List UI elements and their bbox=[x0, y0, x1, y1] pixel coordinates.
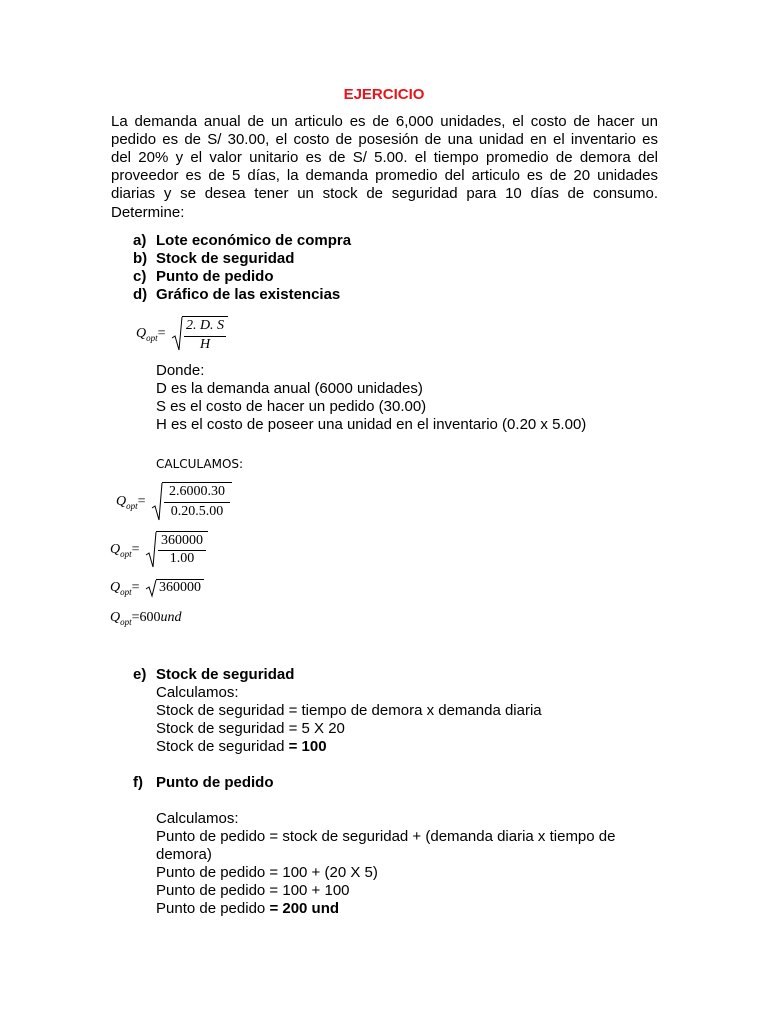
list-item-label: a) bbox=[133, 232, 147, 249]
section-label: e) bbox=[133, 666, 147, 683]
list-item-text: Lote económico de compra bbox=[156, 232, 352, 249]
list-item bbox=[133, 250, 351, 268]
definitions-title: Donde: bbox=[156, 362, 205, 379]
step3-value: 360000 bbox=[159, 580, 201, 595]
radical-sign-icon bbox=[152, 482, 162, 522]
calc-label: Calculamos: bbox=[156, 810, 239, 827]
step2-numerator: 360000 bbox=[161, 533, 203, 548]
section-title: Punto de pedido bbox=[156, 774, 274, 791]
list-item-label: c) bbox=[133, 268, 147, 285]
radical-sign-icon bbox=[146, 531, 156, 569]
definition-line: D es la demanda anual (6000 unidades) bbox=[156, 380, 423, 397]
list-item bbox=[133, 232, 351, 250]
fraction-bar bbox=[164, 502, 230, 503]
list-item bbox=[133, 268, 351, 286]
step1-numerator: 2.6000.30 bbox=[169, 484, 225, 499]
formula-numerator: 2. D. S bbox=[185, 318, 225, 333]
calc-label: Calculamos: bbox=[156, 684, 239, 701]
definition-line: H es el costo de poseer una unidad en el inventario (0.20 x 5.00) bbox=[156, 416, 587, 433]
calc-line: Punto de pedido = 100 + (20 X 5) bbox=[156, 864, 378, 881]
calc-step-4: $Q_{opt}=600und$ bbox=[110, 610, 182, 627]
step2-denominator: 1.00 bbox=[169, 551, 195, 566]
calc-line: Punto de pedido = 200 und bbox=[156, 900, 340, 917]
statement-line: del 20% y el valor unitario es de S/ 5.00. el tiempo promedio de demora del bbox=[111, 149, 658, 166]
statement-line: pedido es de S/ 30.00, el costo de posesión de una unidad en el inventario es bbox=[111, 131, 658, 148]
list-item-text: Gráfico de las existencias bbox=[156, 286, 341, 303]
section-stock-seguridad bbox=[133, 666, 542, 756]
formula-equals: = bbox=[157, 326, 166, 341]
calc-line: Stock de seguridad = 5 X 20 bbox=[156, 720, 345, 737]
definition-line: S es el costo de hacer un pedido (30.00) bbox=[156, 398, 427, 415]
formula-q: Q bbox=[136, 326, 147, 341]
calc-line: Stock de seguridad = tiempo de demora x demanda diaria bbox=[156, 702, 542, 719]
formula-subscript: opt bbox=[146, 333, 158, 343]
calc-line: Punto de pedido = stock de seguridad + (demanda diaria x tiempo de bbox=[156, 828, 616, 845]
statement-determine: Determine: bbox=[111, 204, 185, 221]
calc-line: demora) bbox=[156, 846, 212, 863]
step1-denominator: 0.20.5.00 bbox=[170, 504, 224, 519]
result-unit: und bbox=[160, 610, 182, 625]
radical-bar bbox=[182, 316, 228, 317]
document-page: EJERCICIO La demanda anual de un articulo es de 6,000 unidades, el costo de hacer un pedido es de S/ 30.00, el costo de posesión de una unidad en el inventario es del 20% y el valor unitario es de S/ 5.00. el tiempo promedio de demora del proveedor es de 5 días, la demanda promedio del articulo es de 20 unidades diarias y se desea tener un stock de seguridad para 10 días de consumo. Determine: a) Lote económico de compra b) Stock de seguridad c) Punto de pedido d) Gráfico de las existencias $Q_{opt}=$ 2. D. S H Donde: D es la demanda anual (6000 unidades) S es el costo de hacer un pedido (30.00) H es el costo de poseer una unidad en el inventario (0.20 x 5.00) CALCULAMOS: $Q_{opt}=$ 2.6000.30 0.20.5.00 $Q_{opt}=$ 360000 1.00 $Q_{opt}=$ 360000 $Q_{opt}=600und$ e) Stock de seguridad Calculamos: Stock de seguridad = tiempo de demora x demanda diaria Stock de seguridad = 5 X 20 Stock de seguridad = 100 f) Punto de pedido Calculamos: Punto de pedido = stock de seguridad + (demanda diaria x tiempo de demora) Punto de pedido = 100 + (20 X 5) Punto de pedido = 100 + 100 Punto de pedido = 200 und bbox=[0, 0, 768, 1024]
list-item-text: Punto de pedido bbox=[156, 268, 274, 285]
page-title: EJERCICIO bbox=[343, 86, 425, 103]
radical-bar bbox=[162, 482, 232, 483]
section-title: Stock de seguridad bbox=[156, 666, 295, 683]
calc-line: Punto de pedido = 100 + 100 bbox=[156, 882, 350, 899]
list-item-label: d) bbox=[133, 286, 148, 303]
question-list bbox=[133, 232, 351, 304]
result-bold: = 100 bbox=[288, 738, 327, 755]
list-item-text: Stock de seguridad bbox=[156, 250, 295, 267]
statement-line: proveedor es de 5 días, la demanda promedio del articulo es de 20 unidades bbox=[111, 167, 658, 184]
radical-sign-icon bbox=[146, 579, 156, 597]
list-item bbox=[133, 286, 351, 304]
result-bold: = 200 und bbox=[269, 900, 340, 917]
section-punto-pedido bbox=[133, 774, 615, 918]
result-value: 600 bbox=[139, 610, 161, 625]
definitions bbox=[156, 362, 586, 434]
problem-statement bbox=[111, 113, 658, 203]
list-item-label: b) bbox=[133, 250, 148, 267]
calc-line: Stock de seguridad = 100 bbox=[156, 738, 327, 755]
radical-sign-icon bbox=[172, 316, 182, 352]
statement-line: La demanda anual de un articulo es de 6,000 unidades, el costo de hacer un bbox=[111, 113, 658, 130]
statement-line: diarias y se desea tener un stock de seguridad para 10 días de consumo. bbox=[111, 185, 658, 202]
formula-denominator: H bbox=[199, 337, 211, 352]
radical-bar bbox=[156, 531, 208, 532]
section-label: f) bbox=[133, 774, 143, 791]
calculamos-label: CALCULAMOS: bbox=[156, 457, 244, 471]
